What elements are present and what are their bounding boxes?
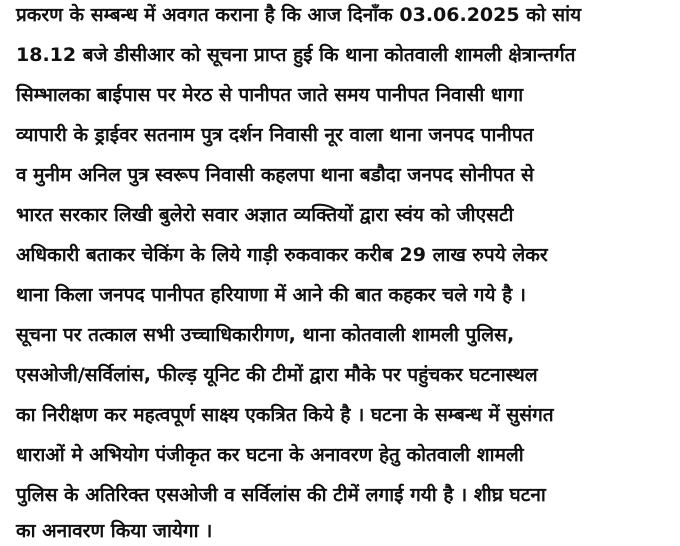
text-line: अधिकारी बताकर चेकिंग के लिये गाड़ी रुकवाकर करीब 29 लाख रुपये लेकर — [16, 244, 548, 266]
text-line: सिम्भालका बाईपास पर मेरठ से पानीपत जाते समय पानीपत निवासी धागा — [16, 84, 524, 106]
text-line: 18.12 बजे डीसीआर को सूचना प्राप्त हुई कि थाना कोतवाली शामली क्षेत्रान्तर्गत — [16, 44, 576, 66]
text-line: धाराओं मे अभियोग पंजीकृत कर घटना के अनावरण हेतु कोतवाली शामली — [16, 444, 524, 466]
text-line: पुलिस के अतिरिक्त एसओजी व सर्विलांस की टीमें लगाई गयी है । शीघ्र घटना — [16, 484, 546, 506]
text-line: थाना किला जनपद पानीपत हरियाणा में आने की बात कहकर चले गये है । — [16, 284, 526, 306]
text-line: का निरीक्षण कर महत्वपूर्ण साक्ष्य एकत्रित किये है । घटना के सम्बन्ध में सुसंगत — [16, 404, 554, 426]
text-line: एसओजी/सर्विलांस, फील्ड़ यूनिट की टीमों द्वारा मौके पर पहुंचकर घटनास्थल — [16, 364, 538, 386]
text-line: व्यापारी के ड्राईवर सतनाम पुत्र दर्शन निवासी नूर वाला थाना जनपद पानीपत — [16, 124, 534, 146]
text-line: प्रकरण के सम्बन्ध में अवगत कराना है कि आज दिनाँक 03.06.2025 को सांय — [16, 4, 582, 26]
text-line: भारत सरकार लिखी बुलेरो सवार अज्ञात व्यक्तियों द्वारा स्वंय को जीएसटी — [16, 204, 514, 226]
document-body — [16, 0, 672, 546]
text-line: का अनावरण किया जायेगा । — [16, 520, 213, 542]
text-line: सूचना पर तत्काल सभी उच्चाधिकारीगण, थाना कोतवाली शामली पुलिस, — [16, 324, 515, 346]
text-line: व मुनीम अनिल पुत्र स्वरूप निवासी कहलपा थाना बडौदा जनपद सोनीपत से — [16, 164, 534, 186]
